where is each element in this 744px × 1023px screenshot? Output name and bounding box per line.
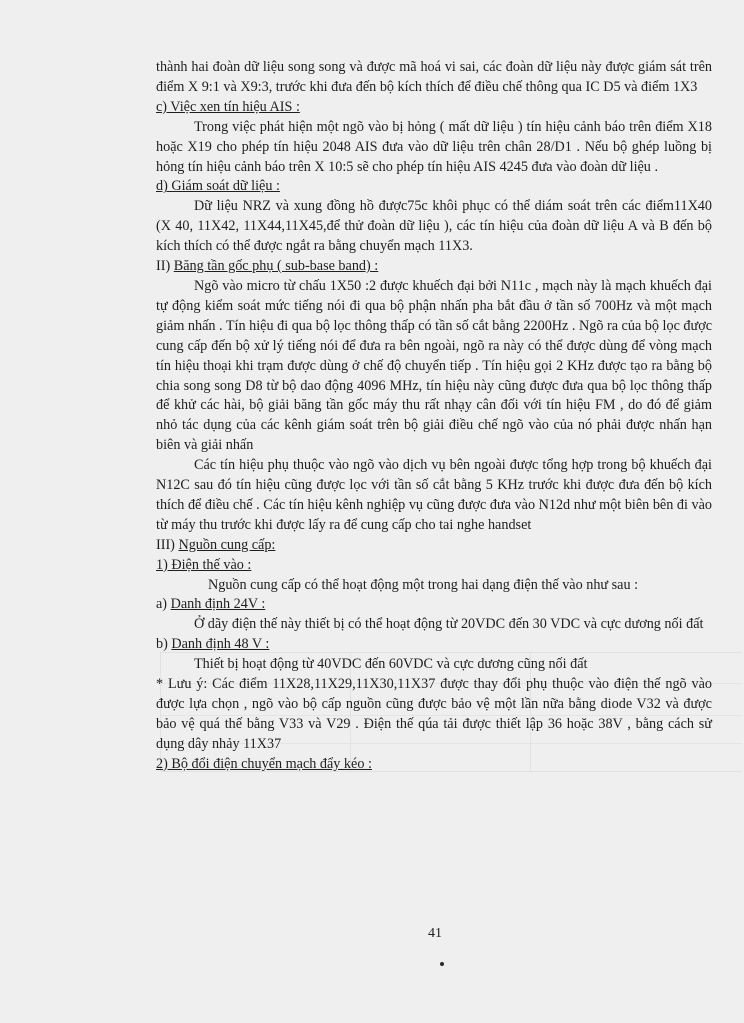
paragraph-intro: thành hai đoàn dữ liệu song song và được mã hoá vi sai, các đoàn dữ liệu này được giám sát trên điểm X 9:1 và X9:3, trước khi đưa đến bộ kích thích để điều chế thông qua IC D5 và điểm 1X3: [156, 59, 712, 95]
page-number: 41: [428, 926, 442, 941]
heading-sub-base-band: II) Băng tần gốc phụ ( sub-base band) :: [156, 258, 379, 275]
paragraph-sub-base-band-2: Các tín hiệu phụ thuộc vào ngõ vào dịch vụ bên ngoài được tổng hợp trong bộ khuếch đại N12C sau đó tín hiệu cũng được lọc với tần số cắt bằng 5 KHz trước khi được đưa đến bộ kích thích để điều chế . Các tín hiệu kênh nghiệp vụ cũng được đưa vào N12d như một biên bên đi vào từ máy thu trước khi được lấy ra để cung cấp cho tai nghe handset: [156, 457, 712, 533]
heading-data-monitoring: d) Giám soát dữ liệu :: [156, 178, 280, 195]
heading-nominal-48v: b) Danh định 48 V :: [156, 636, 270, 653]
heading-power-supply: III) Nguồn cung cấp:: [156, 536, 276, 553]
paragraph-note: * Lưu ý: Các điểm 11X28,11X29,11X30,11X37 được thay đổi phụ thuộc vào điện thế ngõ vào được lựa chọn , ngõ vào bộ cấp nguồn cũng được bảo vệ một lần nữa bằng diode V32 và được bảo vệ quá thế bằng V33 và V29 . Điện thế qúa tải được thiết lập 36 hoặc 38V , bằng cách sử dụng dây nhảy 11X37: [156, 676, 712, 752]
heading-nominal-24v: a) Danh định 24V :: [156, 596, 266, 613]
paragraph-data-monitoring: Dữ liệu NRZ và xung đồng hồ được75c khôi phục có thể diám soát trên các điểm11X40 (X 40, 11X42, 11X44,11X45,để thử đoàn dữ liệu ), các tín hiệu của đoàn dữ liệu A và B đến bộ kích thích có thể được ngắt ra bằng chuyển mạch 11X3.: [156, 198, 712, 255]
heading-input-voltage: 1) Điện thế vào :: [156, 556, 252, 573]
heading-ais-insertion: c) Việc xen tín hiệu AIS :: [156, 98, 300, 115]
paragraph-ais-insertion: Trong việc phát hiện một ngõ vào bị hỏng ( mất dữ liệu ) tín hiệu cảnh báo trên điểm X18 hoặc X19 cho phép tín hiệu 2048 AIS đưa vào dữ liệu trên chân 28/D1 . Nếu bộ ghép luồng bị hỏng tín hiệu cảnh báo trên X 10:5 sẽ cho phép tín hiệu AIS 4245 đưa vào đoàn dữ liệu .: [156, 118, 712, 175]
paragraph-input-voltage: Nguồn cung cấp có thể hoạt động một trong hai dạng điện thế vào như sau :: [208, 576, 639, 593]
document-body: [156, 58, 712, 775]
paragraph-nominal-24v: Ở dãy điện thế này thiết bị có thể hoạt động từ 20VDC đến 30 VDC và cực dương nối đất: [194, 616, 704, 633]
heading-push-pull-converter: 2) Bộ đổi điện chuyển mạch đẩy kéo :: [156, 755, 372, 772]
scan-speck: [440, 962, 444, 966]
paragraph-nominal-48v: Thiết bị hoạt động từ 40VDC đến 60VDC và cực dương cũng nối đất: [194, 656, 588, 673]
paragraph-sub-base-band-1: Ngõ vào micro từ chấu 1X50 :2 được khuếch đại bởi N11c , mạch này là mạch khuếch đại tự động kiểm soát mức tiếng nói đi qua bộ phận nhấn pha bắt đầu ở tần số 700Hz và một mạch giảm nhấn . Tín hiệu đi qua bộ lọc thông thấp có tần số cắt bằng 2200Hz . Ngõ ra của bộ lọc được cung cấp đến bộ xử lý tiếng nói để đưa ra bên ngoài, ngõ ra này có thể được dùng để vòng mạch tín hiệu thoại khi trạm được dùng ở chế độ chuyển tiếp . Tín hiệu gọi 2 KHz được tạo ra bằng bộ chia song song D8 từ bộ dao động 4096 MHz, tín hiệu này cũng được đưa qua bộ lọc thông thấp để khử các hài, bộ giải băng tần gốc máy thu rất nhạy cân đối với tín hiệu FM , do đó để giảm nhỏ tác dụng của các kênh giám soát trên bộ giải điều chế ngõ vào của nó phải được nhấn hạn biên và giải nhấn: [156, 277, 712, 454]
